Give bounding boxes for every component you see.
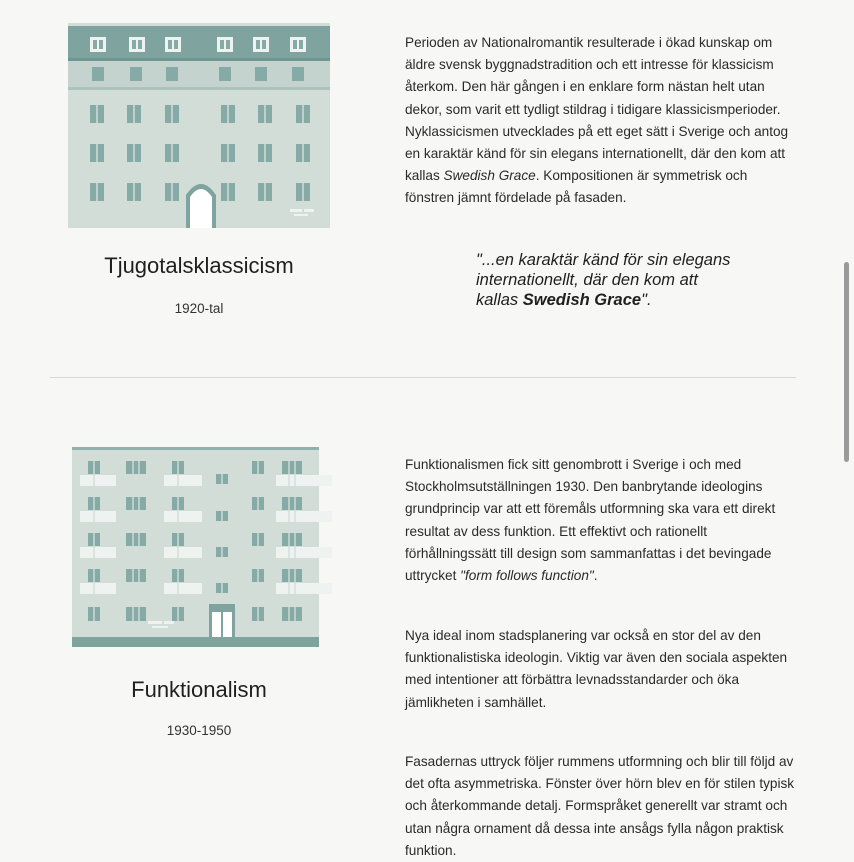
style-period: 1930-1950 bbox=[166, 723, 232, 738]
scrollbar[interactable] bbox=[843, 0, 851, 853]
neoclassical-building-icon bbox=[68, 23, 330, 228]
style-description: Nya ideal inom stadsplanering var också en stor del av den funktionalistiska ideologin. Viktig var även den sociala aspekten med intentioner att förbättra levnadsstandarder och öka jämlikheten i samhället. bbox=[405, 628, 788, 710]
style-description: Perioden av Nationalromantik resulterade i ökad kunskap om äldre svensk byggnadstradition och ett intresse för klassicism återkom. Den här gången i en enklare form nästan helt utan dekor, som varit ett tydligt stildrag i tidigare klassicismperioder. Nyklassicismen utvecklades på ett eget sätt i Sverige och antog en karaktär känd för sin elegans internationellt, där den kom att kallas Swedish Grace. Kompositionen är symmetrisk och fönstren jämnt fördelade på fasaden. bbox=[405, 35, 789, 206]
functionalist-building-icon bbox=[72, 447, 332, 647]
tjugotalsklassicism-illustration bbox=[68, 23, 330, 228]
style-description: Fasadernas uttryck följer rummens utformning och blir till följd av det ofta asymmetriska. Fönster över hörn blev en för stilen typisk och återkommande detalj. Formspråket generellt var stramt och utan några ornament då dessa inte ansågs fylla någon praktisk funktion. bbox=[405, 754, 795, 858]
funktionalism-illustration bbox=[72, 447, 332, 647]
section-divider bbox=[50, 377, 796, 378]
pull-quote: "...en karaktär känd för sin elegans internationellt, där den kom att kallas Swedish Grace". bbox=[476, 251, 731, 309]
style-period: 1920-tal bbox=[174, 301, 224, 316]
style-title: Tjugotalsklassicism bbox=[104, 253, 294, 278]
style-title: Funktionalism bbox=[131, 677, 267, 702]
scrollbar-thumb[interactable] bbox=[844, 262, 849, 462]
style-description: Funktionalismen fick sitt genombrott i Sverige i och med Stockholmsutställningen 1930. Den banbrytande ideologins grundprincip var att ett föremåls utformning ska vara ett direkt resultat av dess funktion. Ett effektivt och rationellt förhållningssätt till design som sammanfattas i det bevingade uttrycket "form follows function". bbox=[405, 457, 776, 584]
